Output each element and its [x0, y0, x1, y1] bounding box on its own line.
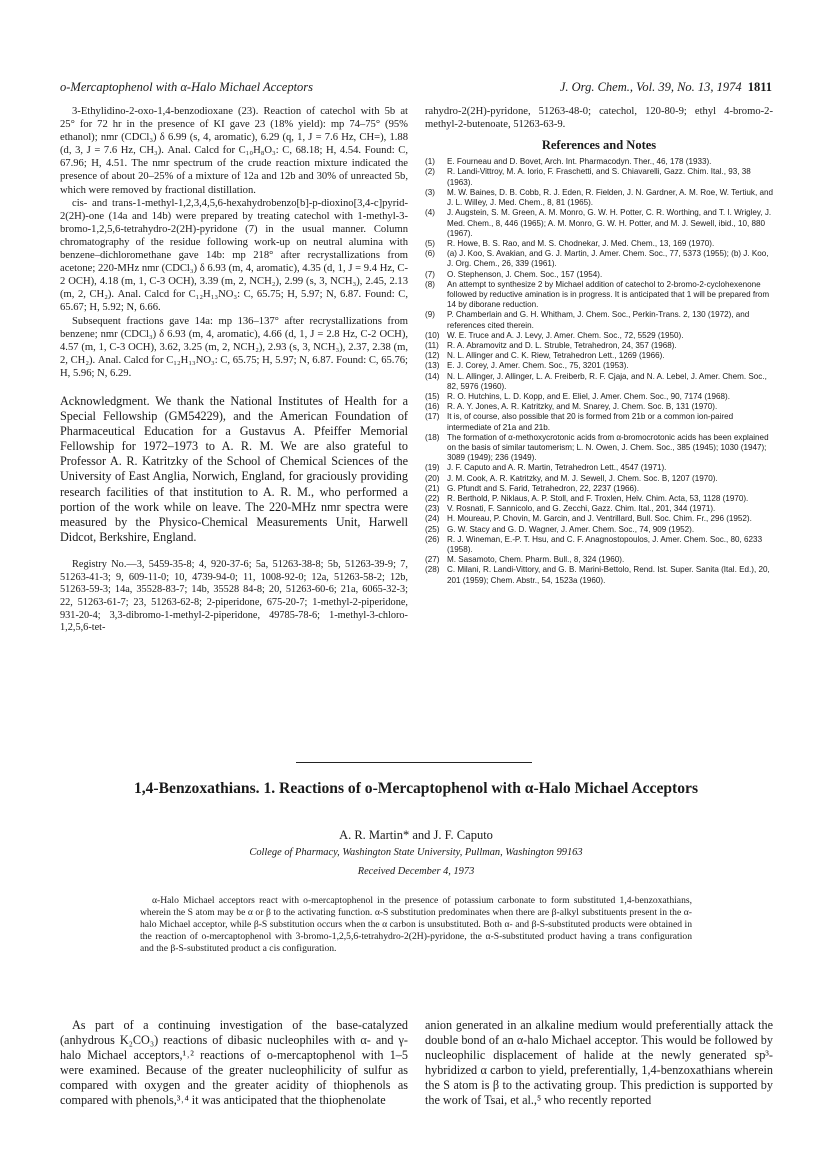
reference-item	[425, 361, 773, 371]
reference-number: (13)	[425, 361, 440, 371]
reference-item	[425, 412, 773, 432]
reference-item	[425, 484, 773, 494]
reference-text: J. M. Cook, A. R. Katritzky, and M. J. Sewell, J. Chem. Soc. B, 1207 (1970).	[447, 473, 718, 483]
received-date: Received December 4, 1973	[357, 866, 475, 877]
reference-text: N. L. Allinger, J. Allinger, L. A. Freiberb, R. F. Cjaja, and N. A. Lebel, J. Amer. Chem. Soc., 82, 5976 (1960).	[447, 371, 767, 391]
body-text-right: anion generated in an alkaline medium would preferentially attack the double bond of an α-halo Michael acceptor. This would be followed by nucleophilic displacement of halide at the newly generated sp³-hybridized α carbon to yield, preferentially, 1,4-benzoxathians wherein the S atom is β to the activating group. This prediction is supported by the work of Tsai, et al.,⁵ who recently reported	[425, 1018, 773, 1108]
reference-item	[425, 280, 773, 311]
reference-text: It is, of course, also possible that 20 is formed from 21b or a common ion-paired intermediate of 21a and 21b.	[447, 412, 734, 432]
reference-number: (3)	[425, 187, 435, 197]
reference-number: (24)	[425, 514, 440, 524]
reference-item	[425, 514, 773, 524]
journal-citation	[560, 80, 772, 95]
reference-number: (12)	[425, 351, 440, 361]
reference-number: (27)	[425, 555, 440, 565]
reference-number: (9)	[425, 310, 435, 320]
reference-text: J. Augstein, S. M. Green, A. M. Monro, G. W. H. Potter, C. R. Worthing, and T. I. Wrigley, J. Med. Chem., 8, 446 (1965); A. M. Monro, G. W. H. Potter, and M. J. Sewell, ibid., 10, 880 (1967).	[447, 208, 772, 238]
references-list	[425, 157, 773, 586]
reference-number: (10)	[425, 330, 440, 340]
affiliation: College of Pharmacy, Washington State University, Pullman, Washington 99163	[249, 847, 583, 858]
section-divider	[296, 762, 532, 763]
reference-item	[425, 167, 773, 187]
reference-number: (18)	[425, 432, 440, 442]
reference-item	[425, 402, 773, 412]
reference-item	[425, 239, 773, 249]
reference-text: H. Moureau, P. Chovin, M. Garcin, and J. Ventrillard, Bull. Soc. Chim. Fr., 296 (1952).	[447, 514, 752, 524]
article-title: 1,4-Benzoxathians. 1. Reactions of o-Mercaptophenol with α-Halo Michael Acceptors	[133, 780, 699, 797]
right-column	[425, 105, 773, 586]
reference-text: R. J. Wineman, E.-P. T. Hsu, and C. F. Anagnostopoulos, J. Amer. Chem. Soc., 80, 6233 (1958).	[447, 534, 763, 554]
reference-text: G. W. Stacy and G. D. Wagner, J. Amer. Chem. Soc., 74, 909 (1952).	[447, 524, 695, 534]
reference-text: (a) J. Koo, S. Avakian, and G. J. Martin, J. Amer. Chem. Soc., 77, 5373 (1955); (b) J. Koo, J. Org. Chem., 26, 339 (1961).	[447, 249, 769, 269]
reference-number: (28)	[425, 565, 440, 575]
reference-number: (17)	[425, 412, 440, 422]
references-heading: References and Notes	[541, 138, 657, 153]
reference-number: (22)	[425, 493, 440, 503]
reference-item	[425, 555, 773, 565]
reference-number: (8)	[425, 279, 435, 289]
reference-item	[425, 208, 773, 239]
reference-item	[425, 341, 773, 351]
reference-text: C. Milani, R. Landi-Vittory, and G. B. Marini-Bettolo, Rend. Ist. Super. Sanita (Ital. Ed.), 20, 201 (1959); Chem. Abstr., 54, 1523a (1960).	[447, 565, 770, 585]
reference-number: (14)	[425, 371, 440, 381]
reference-text: N. L. Allinger and C. K. Riew, Tetrahedron Lett., 1269 (1966).	[447, 351, 665, 361]
page-number: 1811	[747, 80, 772, 94]
reference-number: (1)	[425, 157, 435, 167]
reference-number: (11)	[425, 340, 439, 350]
reference-number: (7)	[425, 269, 435, 279]
reference-item	[425, 565, 773, 585]
reference-text: O. Stephenson, J. Chem. Soc., 157 (1954).	[447, 269, 603, 279]
reference-text: E. J. Corey, J. Amer. Chem. Soc., 75, 3201 (1953).	[447, 361, 629, 371]
reference-item	[425, 535, 773, 555]
reference-text: E. Fourneau and D. Bovet, Arch. Int. Pharmacodyn. Ther., 46, 178 (1933).	[447, 157, 712, 167]
reference-number: (26)	[425, 534, 440, 544]
left-column	[60, 105, 408, 635]
acknowledgment: Acknowledgment. We thank the National Institutes of Health for a Special Fellowship (GM54229), and the American Foundation of Pharmaceutical Education for a Gustavus A. Pfeiffer Memorial Fellowship for 1972–1973 to A. R. M. We are also grateful to Professor A. R. Katritzky of the School of Chemical Sciences of the University of East Anglia, Norwich, England, for graciously providing research facilities of that institution to A. R. M., who performed a portion of the work while on leave. The 220-MHz nmr spectra were measured by the Physico-Chemical Measurements Unit, Harwell Didcot, Berkshire, England.	[60, 393, 408, 544]
reference-text: P. Chamberlain and G. H. Whitham, J. Chem. Soc., Perkin-Trans. 2, 130 (1972), and references cited therein.	[447, 310, 750, 330]
reference-number: (16)	[425, 402, 440, 412]
reference-text: V. Rosnati, F. Sannicolo, and G. Zecchi, Gazz. Chim. Ital., 201, 344 (1971).	[447, 504, 716, 514]
registry-continuation: rahydro-2(2H)-pyridone, 51263-48-0; catechol, 120-80-9; ethyl 4-bromo-2-methyl-2-butenoate, 51263-63-9.	[425, 106, 773, 131]
reference-text: R. A. Abramovitz and D. L. Struble, Tetrahedron, 24, 357 (1968).	[447, 340, 677, 350]
reference-text: M. W. Baines, D. B. Cobb, R. J. Eden, R. Fielden, J. N. Gardner, A. M. Roe, W. Tertiuk, and J. L. Willey, J. Med. Chem., 8, 81 (1965).	[447, 187, 773, 208]
reference-text: W. E. Truce and A. J. Levy, J. Amer. Chem. Soc., 72, 5529 (1950).	[447, 330, 684, 340]
authors: A. R. Martin* and J. F. Caputo	[339, 828, 493, 842]
reference-number: (23)	[425, 504, 440, 514]
reference-text: R. Howe, B. S. Rao, and M. S. Chodnekar, J. Med. Chem., 13, 169 (1970).	[447, 238, 715, 248]
reference-item	[425, 392, 773, 402]
body-text-left: As part of a continuing investigation of the base-catalyzed (anhydrous K₂CO₃) reactions of dibasic nucleophiles with α- and γ-halo Michael acceptors,¹˒² reactions of o-mercaptophenol with 1–5 were examined. Because of the greater nucleophilicity of sulfur as compared with oxygen and the greater acidity of thiophenols as compared with phenols,³˒⁴ it was anticipated that the thiophenolate	[60, 1018, 408, 1108]
reference-item	[425, 331, 773, 341]
reference-text: An attempt to synthesize 2 by Michael addition of catechol to 2-bromo-2-cyclohexenone followed by reductive amination is in progress. It is anticipated that 1 will be prepared from 14 by diborane reduction.	[447, 279, 770, 310]
reference-text: R. Berthold, P. Niklaus, A. P. Stoll, and F. Troxlen, Helv. Chim. Acta, 53, 1128 (1970).	[447, 493, 749, 503]
reference-text: J. F. Caputo and A. R. Martin, Tetrahedron Lett., 4547 (1971).	[447, 463, 667, 473]
reference-item	[425, 310, 773, 330]
experimental-paragraph-14a: Subsequent fractions gave 14a: mp 136–137° after recrystallizations from benzene; nmr (CDCl₃) δ 6.93 (m, 4, aromatic), 4.66 (d, 1, J = 2.8 Hz, C-2 OCH), 4.57 (m, 1, C-3 OCH), 3.62, 3.25 (m, 2, NCH₂), 2.93 (s, 3, NCH₃), 2.37, 2.38 (m, 2, CH₂). Anal. Calcd for C₁₂H₁₃NO₃: C, 65.75; H, 5.97; N, 6.87. Found: C, 65.76; H, 5.96; N, 6.29.	[60, 315, 408, 379]
reference-item	[425, 372, 773, 392]
reference-item	[425, 463, 773, 473]
registry-numbers: Registry No.—3, 5459-35-8; 4, 920-37-6; 5a, 51263-38-8; 5b, 51263-39-9; 7, 51263-41-3; 9, 609-11-0; 10, 4739-94-0; 11, 1008-92-0; 12a, 51263-58-2; 12b, 51263-59-3; 14a, 35528-83-7; 14b, 35528 84-8; 20, 51263-60-6; 21a, 6065-32-3; 22, 51263-61-7; 23, 51263-62-8; 2-piperidone, 675-20-7; 1-methyl-2-piperidone, 931-20-4; 3,3-dibromo-1-methyl-2-piperidone, 49785-78-6; 1-methyl-3-chloro-1,2,5,6-tet-	[60, 558, 408, 634]
reference-item	[425, 188, 773, 208]
reference-number: (20)	[425, 473, 440, 483]
reference-item	[425, 157, 773, 167]
reference-number: (25)	[425, 524, 440, 534]
reference-text: R. Landi-Vittroy, M. A. Iorio, F. Fraschetti, and S. Chiavarelli, Gazz. Chim. Ital., 93, 38 (1963).	[447, 167, 751, 187]
reference-number: (2)	[425, 167, 435, 177]
reference-number: (5)	[425, 238, 435, 248]
reference-item	[425, 433, 773, 464]
reference-item	[425, 351, 773, 361]
experimental-paragraph-23: 3-Ethylidino-2-oxo-1,4-benzodioxane (23). Reaction of catechol with 5b at 25° for 72 hr in the presence of KI gave 23 (18% yield): mp 74–75° (95% ethanol); nmr (CDCl₃) δ 6.99 (s, 4, aromatic), 6.29 (q, 1, J = 7.6 Hz, CH=), 1.88 (d, 3, J = 7.6 Hz, CH₃). Anal. Calcd for C₁₀H₈O₃: C, 68.18; H, 4.54. Found: C, 67.96; H, 4.51. The nmr spectrum of the crude reaction mixture indicated the presence of about 20–25% of a mixture of 12a and 12b and 30% of unreacted 5b, which were removed by fractional distillation.	[60, 106, 408, 196]
abstract: α-Halo Michael acceptors react with o-mercaptophenol in the presence of potassium carbonate to form substituted 1,4-benzoxathians, wherein the S atom may be α or β to the activating function. α-S substitution predominates when there are β-alkyl substituents present in the α-halo Michael acceptor, while β-S substitution occurs when the α carbon is unsubstituted. Both α- and β-S-substituted products were obtained in the reaction of o-mercaptophenol with 3-bromo-1,2,5,6-tetrahydro-2(2H)-pyridone, the α-S-substituted product having a trans configuration and the β-S-substituted product a cis configuration.	[140, 895, 692, 954]
running-title: o-Mercaptophenol with α-Halo Michael Acceptors	[60, 80, 314, 94]
reference-item	[425, 525, 773, 535]
reference-number: (19)	[425, 463, 440, 473]
reference-number: (21)	[425, 483, 440, 493]
experimental-paragraph-14: cis- and trans-1-methyl-1,2,3,4,5,6-hexahydrobenzo[b]-p-dioxino[3,4-c]pyrid-2(2H)-one (14a and 14b) were prepared by treating catechol with 1-methyl-3-bromo-1,2,5,6-tetrahydro-2(2H)-pyridone (7) in the usual manner. Column chromatography of the residue following work-up on neutral alumina with benzene–dichloromethane gave 14b: mp 218° after recrystallizations from acetone; 220-MHz nmr (CDCl₃) δ 6.93 (m, 4, aromatic), 4.35 (d, 1, J = 9.4 Hz, C-2 OCH), 4.18 (m, 1, C-3 OCH), 3.39 (m, 2, NCH₂), 2.99 (s, 3, NCH₃), 2.45, 2.13 (m, 2, CH₂). Anal. Calcd for C₁₂H₁₃NO₃: C, 65.75; H, 5.97; N, 6.87. Found: C, 65.67; H, 5.92; N, 6.66.	[60, 197, 408, 314]
reference-item	[425, 504, 773, 514]
reference-text: The formation of α-methoxycrotonic acids from α-bromocrotonic acids has been explained on the basis of similar tautomerism; L. N. Owen, J. Chem. Soc., 385 (1945); 1030 (1947); 3089 (1949); 236 (1949).	[447, 432, 769, 463]
reference-item	[425, 249, 773, 269]
reference-text: R. O. Hutchins, L. D. Kopp, and E. Eliel, J. Amer. Chem. Soc., 90, 7174 (1968).	[447, 391, 730, 401]
reference-number: (15)	[425, 391, 440, 401]
reference-item	[425, 494, 773, 504]
reference-item	[425, 270, 773, 280]
reference-text: G. Pfundt and S. Farid, Tetrahedron, 22, 2237 (1966).	[447, 483, 639, 493]
reference-item	[425, 474, 773, 484]
reference-number: (6)	[425, 249, 435, 259]
reference-text: M. Sasamoto, Chem. Pharm. Bull., 8, 324 (1960).	[447, 555, 625, 565]
reference-text: R. A. Y. Jones, A. R. Katritzky, and M. Snarey, J. Chem. Soc. B, 131 (1970).	[447, 402, 718, 412]
journal-volume: J. Org. Chem., Vol. 39, No. 13, 1974	[559, 80, 742, 94]
reference-number: (4)	[425, 208, 435, 218]
